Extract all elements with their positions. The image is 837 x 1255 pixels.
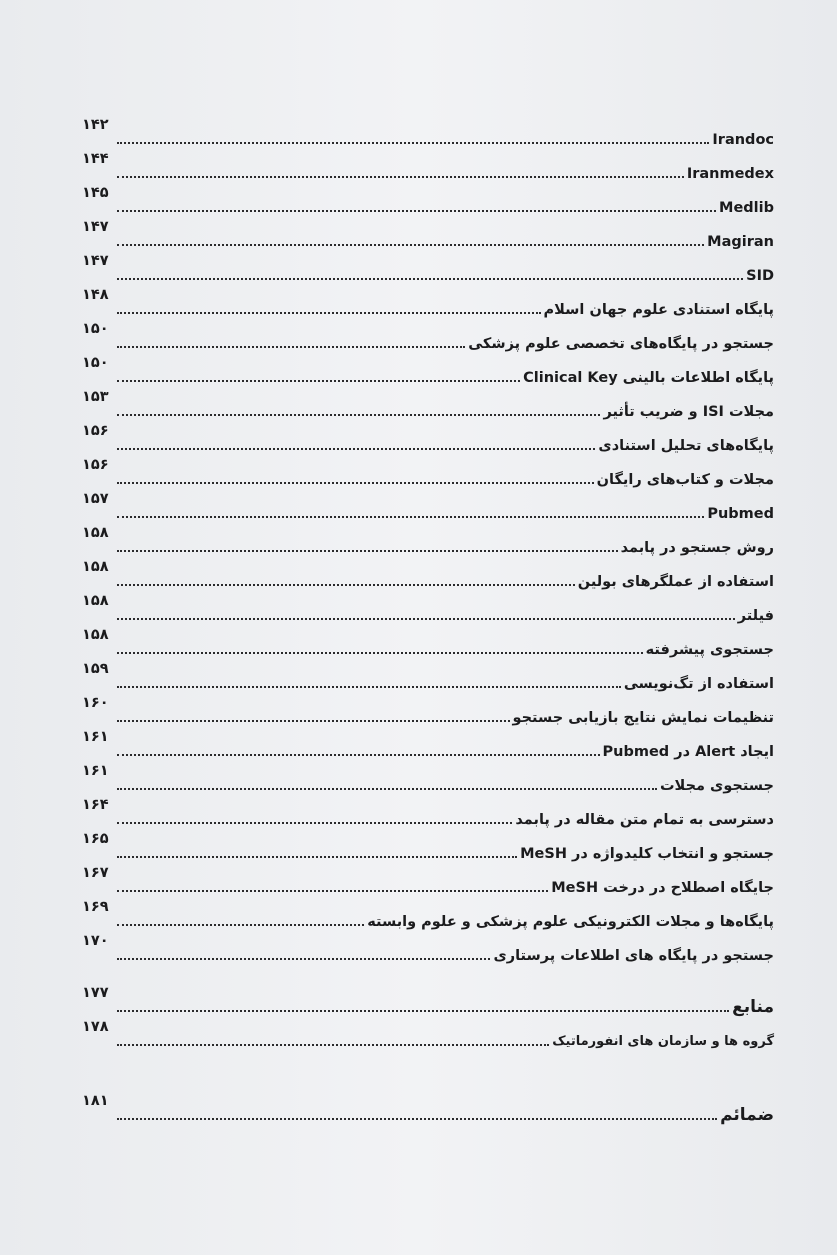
toc-entry-page: ۱۷۰ [82, 933, 109, 949]
toc-entry-page: ۱۵۰ [82, 355, 109, 371]
toc-entry-title: مجلات و کتاب‌های رایگان [596, 472, 774, 488]
toc-entry-page: ۱۸۱ [82, 1093, 109, 1109]
toc-entry-title: جستجوی پیشرفته [645, 642, 774, 658]
dot-leader [117, 481, 594, 484]
toc-entry-title: منابع [732, 997, 774, 1017]
toc-entry-isi-journals[interactable] [82, 388, 774, 422]
toc-entry-title: پایگاه‌ها و مجلات الکترونیکی علوم پزشکی و علوم وابسته [367, 914, 774, 930]
dot-leader [117, 175, 684, 178]
dot-leader [117, 413, 600, 416]
toc-entry-title: روش جستجو در پابمد [620, 540, 774, 556]
dot-leader [117, 277, 743, 280]
toc-entry-page: ۱۴۴ [82, 151, 109, 167]
toc-entry-title: Pubmed [707, 506, 774, 522]
toc-entry-informatics-groups[interactable] [82, 1018, 774, 1052]
toc-entry-page: ۱۶۷ [82, 865, 109, 881]
toc-entry-electronic-journals[interactable] [82, 898, 774, 932]
toc-entry-page: ۱۶۴ [82, 797, 109, 813]
toc-entry-title: ایجاد Alert در Pubmed [602, 744, 774, 760]
toc-entry-specialized-search[interactable] [82, 320, 774, 354]
dot-leader [117, 923, 364, 926]
toc-entry-page: ۱۵۷ [82, 491, 109, 507]
dot-leader [117, 1043, 549, 1046]
toc-entry-display-settings[interactable] [82, 694, 774, 728]
dot-leader [117, 617, 735, 620]
toc-entry-page: ۱۶۵ [82, 831, 109, 847]
toc-entry-references[interactable] [82, 984, 774, 1018]
toc-entry-pubmed-alert[interactable] [82, 728, 774, 762]
toc-entry-title: جستجو در پایگاه های اطلاعات پرستاری [493, 948, 774, 964]
toc-entry-title: استفاده از تگ‌نویسی [623, 676, 774, 692]
toc-entry-page: ۱۴۵ [82, 185, 109, 201]
dot-leader [117, 243, 704, 246]
toc-entry-magiran[interactable] [82, 218, 774, 252]
toc-entry-page: ۱۷۷ [82, 985, 109, 1001]
toc-entry-title: Irandoc [712, 132, 774, 148]
toc-entry-title: استفاده از عملگرهای بولین [577, 574, 774, 590]
toc-entry-title: Medlib [719, 200, 774, 216]
toc-entry-isc[interactable] [82, 286, 774, 320]
toc-entry-title: جستجو و انتخاب کلیدواژه در MeSH [520, 846, 774, 862]
toc-entry-nursing-search[interactable] [82, 932, 774, 966]
toc-entry-page: ۱۵۰ [82, 321, 109, 337]
toc-entry-title: Iranmedex [686, 166, 774, 182]
dot-leader [117, 753, 600, 756]
dot-leader [117, 787, 657, 790]
toc-entry-title: فیلتر [737, 608, 774, 624]
toc-entry-pubmed[interactable] [82, 490, 774, 524]
toc-entry-boolean[interactable] [82, 558, 774, 592]
dot-leader [117, 141, 709, 144]
toc-entry-page: ۱۴۲ [82, 117, 109, 133]
toc-entry-title: Magiran [707, 234, 774, 250]
dot-leader [117, 651, 643, 654]
toc-entry-title: پایگاه اطلاعات بالینی Clinical Key [523, 370, 774, 386]
toc-entry-filter[interactable] [82, 592, 774, 626]
toc-entry-page: ۱۵۶ [82, 423, 109, 439]
toc-entry-page: ۱۶۰ [82, 695, 109, 711]
toc-entry-title: گروه ها و سازمان های انفورماتیک [552, 1034, 774, 1049]
toc-entry-page: ۱۷۸ [82, 1019, 109, 1035]
dot-leader [117, 821, 512, 824]
toc-entry-title: پایگاه‌های تحلیل استنادی [598, 438, 774, 454]
toc-entry-tagging[interactable] [82, 660, 774, 694]
toc-entry-page: ۱۵۸ [82, 559, 109, 575]
toc-entry-irandoc[interactable] [82, 116, 774, 150]
dot-leader [117, 311, 541, 314]
toc-entry-citation-analysis[interactable] [82, 422, 774, 456]
dot-leader [117, 1009, 729, 1012]
toc-entry-title: پایگاه استنادی علوم جهان اسلام [543, 302, 774, 318]
toc-entry-page: ۱۶۱ [82, 763, 109, 779]
toc-entry-mesh-keyword[interactable] [82, 830, 774, 864]
toc-entry-advanced-search[interactable] [82, 626, 774, 660]
toc-entry-medlib[interactable] [82, 184, 774, 218]
toc-entry-page: ۱۴۸ [82, 287, 109, 303]
toc-entry-clinical-key[interactable] [82, 354, 774, 388]
toc-entry-title: SID [746, 268, 774, 284]
toc-entry-title: جایگاه اصطلاح در درخت MeSH [551, 880, 774, 896]
toc-entry-title: تنظیمات نمایش نتایج بازیابی جستجو [512, 710, 774, 726]
toc-entry-page: ۱۵۸ [82, 525, 109, 541]
toc-entry-page: ۱۵۳ [82, 389, 109, 405]
toc-entry-free-journals[interactable] [82, 456, 774, 490]
toc-entry-page: ۱۶۱ [82, 729, 109, 745]
toc-entry-title: ضمائم [720, 1105, 774, 1125]
toc-entry-page: ۱۶۹ [82, 899, 109, 915]
toc-entry-page: ۱۵۸ [82, 627, 109, 643]
toc-entry-title: جستجوی مجلات [659, 778, 774, 794]
dot-leader [117, 855, 517, 858]
dot-leader [117, 685, 621, 688]
dot-leader [117, 1117, 717, 1120]
toc-entry-page: ۱۴۷ [82, 253, 109, 269]
toc-entry-mesh-tree[interactable] [82, 864, 774, 898]
dot-leader [117, 447, 595, 450]
toc-entry-pubmed-search[interactable] [82, 524, 774, 558]
toc-entry-full-text[interactable] [82, 796, 774, 830]
toc-entry-journal-search[interactable] [82, 762, 774, 796]
dot-leader [117, 379, 520, 382]
dot-leader [117, 209, 716, 212]
dot-leader [117, 957, 490, 960]
dot-leader [117, 345, 465, 348]
toc-entry-title: دسترسی به تمام متن مقاله در پابمد [515, 812, 774, 828]
toc-entry-page: ۱۵۶ [82, 457, 109, 473]
dot-leader [117, 719, 510, 722]
dot-leader [117, 583, 575, 586]
dot-leader [117, 549, 618, 552]
toc-entry-title: مجلات ISI و ضریب تأثیر [603, 404, 774, 420]
toc-entry-page: ۱۴۷ [82, 219, 109, 235]
toc-entry-sid[interactable] [82, 252, 774, 286]
toc-entry-page: ۱۵۹ [82, 661, 109, 677]
toc-entry-title: جستجو در پایگاه‌های تخصصی علوم پزشکی [468, 336, 774, 352]
toc-entry-page: ۱۵۸ [82, 593, 109, 609]
dot-leader [117, 889, 548, 892]
toc-entry-iranmedex[interactable] [82, 150, 774, 184]
toc-entry-appendices[interactable] [82, 1092, 774, 1126]
dot-leader [117, 515, 704, 518]
